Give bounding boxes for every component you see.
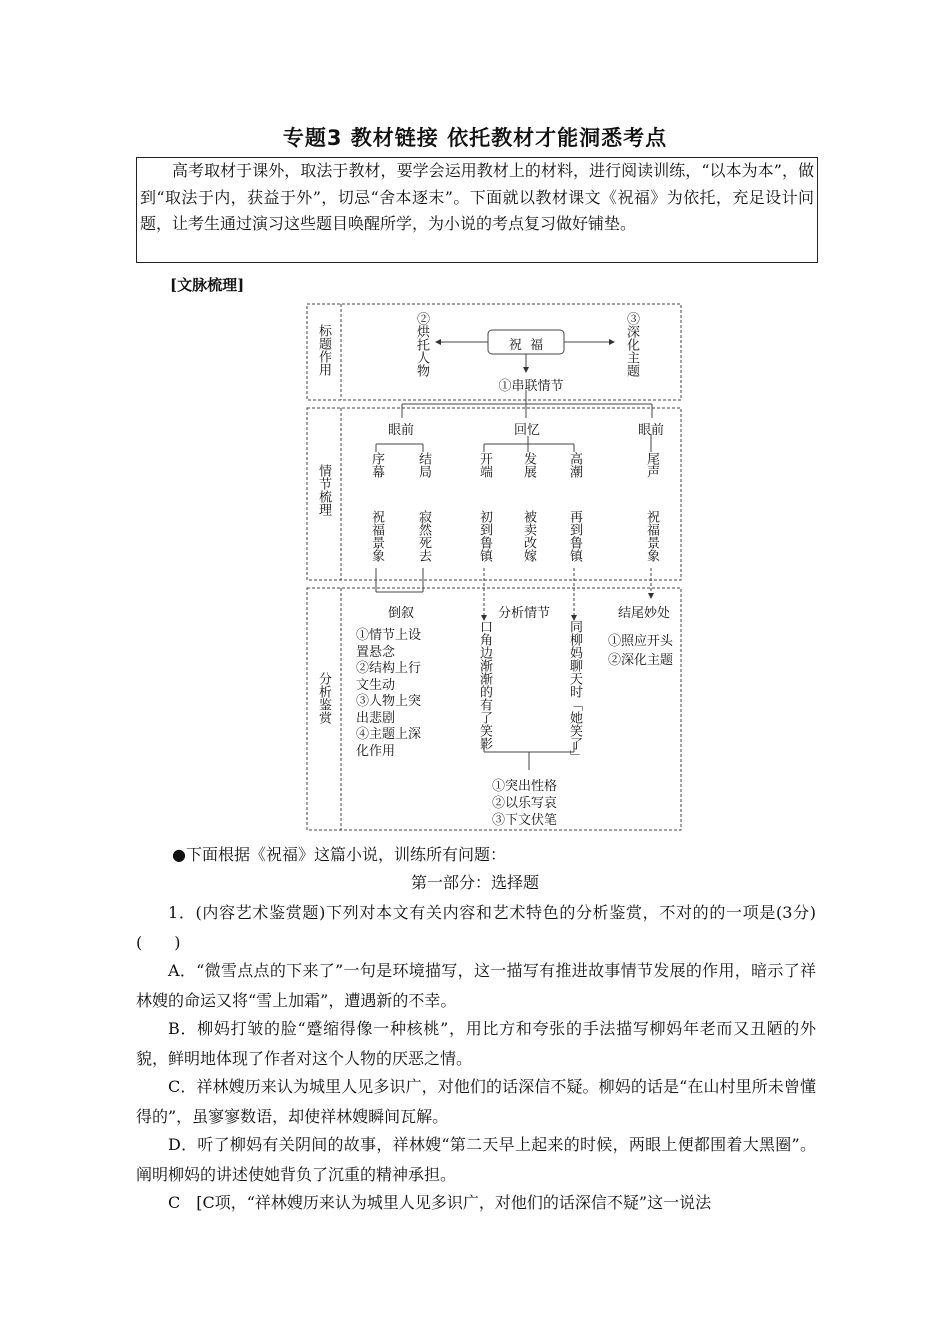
question-1: 1．(内容艺术鉴赏题)下列对本文有关内容和艺术特色的分析鉴赏，不对的的一项是(3分)( ): [136, 903, 816, 952]
col-head-prologue: 序幕: [369, 452, 384, 478]
left-vertical-quote: 口角边渐渐的有了笑影: [477, 620, 492, 750]
right-branch: ③深化主题: [624, 312, 639, 377]
col-body-3: 初到鲁镇: [477, 510, 492, 562]
row-label-analysis: 分析鉴赏: [316, 672, 331, 724]
center-box-label: 祝 福: [508, 338, 544, 353]
flashback-point: ③人物上突: [356, 694, 422, 709]
answer-line: C [C项，“祥林嫂历来认为城里人见多识广，对他们的话深信不疑”这一说法: [168, 1193, 712, 1212]
col-body-2: 寂然死去: [416, 510, 431, 562]
col-head-beginning: 开端: [477, 452, 492, 478]
flashback-point: 文生动: [356, 677, 396, 693]
bottom-point: ②以乐写哀: [492, 796, 558, 811]
top-left-now: 眼前: [388, 423, 415, 438]
col-head-development: 发展: [521, 452, 536, 478]
bottom-points: [492, 778, 557, 829]
intro-box: [136, 157, 818, 263]
ending-points: [608, 632, 673, 670]
flashback-point: ④主题上深: [356, 727, 422, 742]
section-label: [文脉梳理]: [170, 276, 245, 294]
below-center: ①串联情节: [498, 379, 564, 394]
flashback-point: 化作用: [356, 743, 396, 759]
intro-text: 高考取材于课外，取法于教材，要学会运用教材上的材料，进行阅读训练，“以本为本”，做到“取法于内，获益于外”，切忌“舍本逐末”。下面就以教材课文《祝福》为依托，充足设计问题，让考生通过演习这些题目唤醒所学，为小说的考点复习做好铺垫。: [140, 161, 814, 233]
option-d: D．听了柳妈有关阴间的故事，祥林嫂“第二天早上起来的时候，两眼上便都围着大黑圈”。阐明柳妈的讲述使她背负了沉重的精神承担。: [136, 1135, 816, 1184]
bottom-point: ①突出性格: [492, 779, 558, 794]
row-label-plot: 情节梳理: [316, 464, 331, 516]
top-right-now: 眼前: [638, 423, 665, 438]
top-mid-recall: 回忆: [514, 423, 541, 438]
flashback-point: ①情节上设: [356, 628, 422, 643]
page-title: 专题3 教材链接 依托教材才能洞悉考点: [282, 126, 668, 150]
flashback-point: ②结构上行: [356, 661, 422, 676]
analysis-label: 分析情节: [498, 606, 551, 621]
lead-line: ●下面根据《祝福》这篇小说，训练所有问题：: [172, 845, 506, 864]
option-a: A．“微雪点点的下来了”一句是环境描写，这一描写有推进故事情节发展的作用，暗示了祥林嫂的命运又将“雪上加霜”，遭遇新的不幸。: [136, 961, 816, 1010]
col-head-climax: 高潮: [567, 452, 582, 478]
row-label-title: 标题作用: [316, 324, 331, 376]
right-vertical-quote: 同柳妈聊天时「她笑了」: [567, 620, 582, 763]
ending-point: ②深化主题: [608, 653, 674, 668]
col-head-ending: 结局: [416, 452, 431, 478]
flashback-point: 置悬念: [356, 644, 396, 660]
bottom-point: ③下文伏笔: [492, 813, 558, 828]
col-body-6: 祝福景象: [644, 510, 659, 562]
flashback-point: 出悲剧: [356, 710, 396, 726]
plot-diagram: [306, 302, 684, 832]
option-b: B．柳妈打皱的脸“蹙缩得像一种核桃”，用比方和夸张的手法描写柳妈年老而又丑陋的外貌，鲜明地体现了作者对这个人物的厌恶之情。: [136, 1019, 816, 1068]
flashback-label: 倒叙: [388, 606, 415, 621]
flashback-points: [356, 628, 421, 760]
col-head-epilogue: 尾声: [644, 452, 659, 478]
part-title: 第一部分：选择题: [410, 873, 539, 892]
col-body-1: 祝福景象: [369, 510, 384, 562]
ending-point: ①照应开头: [608, 634, 674, 649]
col-body-5: 再到鲁镇: [567, 510, 582, 562]
col-body-4: 被卖改嫁: [521, 510, 536, 562]
left-branch: ②烘托人物: [414, 312, 429, 377]
option-c: C．祥林嫂历来认为城里人见多识广，对他们的话深信不疑。柳妈的话是“在山村里所未曾懂得的”，虽寥寥数语，却使祥林嫂瞬间瓦解。: [136, 1077, 816, 1126]
ending-label: 结尾妙处: [618, 606, 671, 621]
